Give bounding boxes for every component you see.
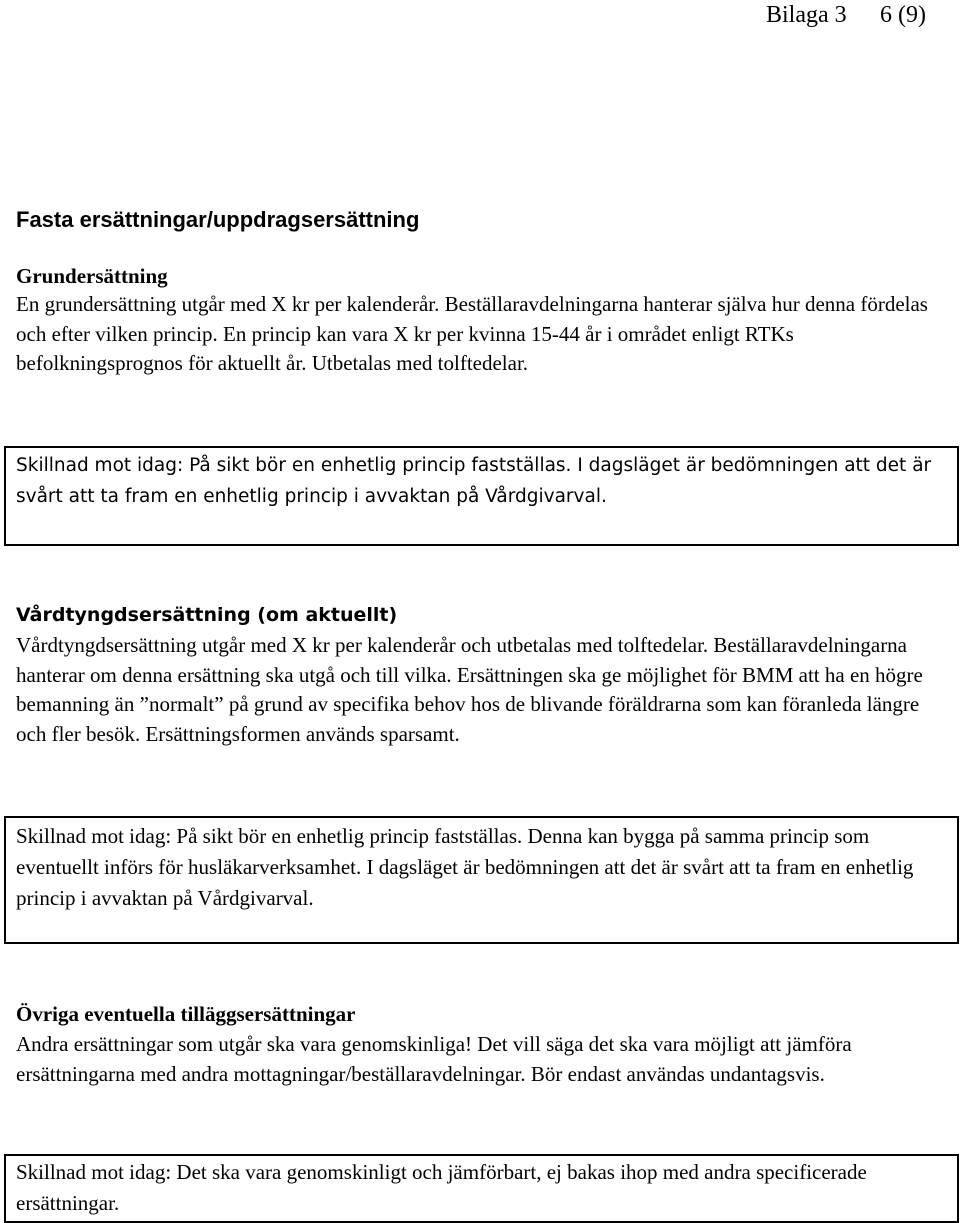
header-label: Bilaga 3: [766, 2, 847, 28]
grundersattning-section: [16, 262, 936, 379]
page-number: 6 (9): [880, 2, 926, 28]
ovriga-text: Andra ersättningar som utgår ska vara genomskinliga! Det vill säga det ska vara möjligt att jämföra ersättningarna med andra mottagningar/beställaravdelningar. Bör endast användas undantagsvis.: [16, 1032, 852, 1086]
grundersattning-text: En grundersättning utgår med X kr per kalenderår. Beställaravdelningarna hanterar själva hur denna fördelas och efter vilken princip. En princip kan vara X kr per kvinna 15-44 år i området enligt RTKs befolkningsprognos för aktuellt år. Utbetalas med tolftedelar.: [16, 292, 928, 375]
grundersattning-heading: Grundersättning: [16, 264, 168, 288]
vardtyngd-heading: Vårdtyngdsersättning (om aktuellt): [16, 604, 398, 626]
vardtyngd-note-box: [4, 816, 959, 944]
vardtyngd-text: Vårdtyngdsersättning utgår med X kr per kalenderår och utbetalas med tolftedelar. Beställaravdelningarna hanterar om denna ersättning ska utgå och till vilka. Ersättningen ska ge möjlighet för BMM att ha en högre bemanning än ”normalt” på grund av specifika behov hos de blivande föräldrarna som kan föranleda längre och fler besök. Ersättningsformen används sparsamt.: [16, 633, 923, 746]
section-title: Fasta ersättningar/uppdragsersättning: [16, 207, 420, 232]
ovriga-note: Skillnad mot idag: Det ska vara genomskinligt och jämförbart, ej bakas ihop med andra specificerade ersättningar.: [16, 1160, 867, 1215]
grundersattning-note-box: [4, 446, 959, 546]
vardtyngd-section: [16, 601, 951, 749]
vardtyngd-note: Skillnad mot idag: På sikt bör en enhetlig princip fastställas. Denna kan bygga på samma princip som eventuellt införs för husläkarverksamhet. I dagsläget är bedömningen att det är svårt att ta fram en enhetlig princip i avvaktan på Vårdgivarval.: [16, 824, 914, 910]
ovriga-heading: Övriga eventuella tilläggsersättningar: [16, 1002, 356, 1026]
ovriga-section: [16, 1000, 946, 1089]
ovriga-note-box: [4, 1154, 959, 1223]
grundersattning-note: Skillnad mot idag: På sikt bör en enhetlig princip fastställas. I dagsläget är bedömningen att det är svårt att ta fram en enhetlig princip i avvaktan på Vårdgivarval.: [16, 455, 932, 507]
